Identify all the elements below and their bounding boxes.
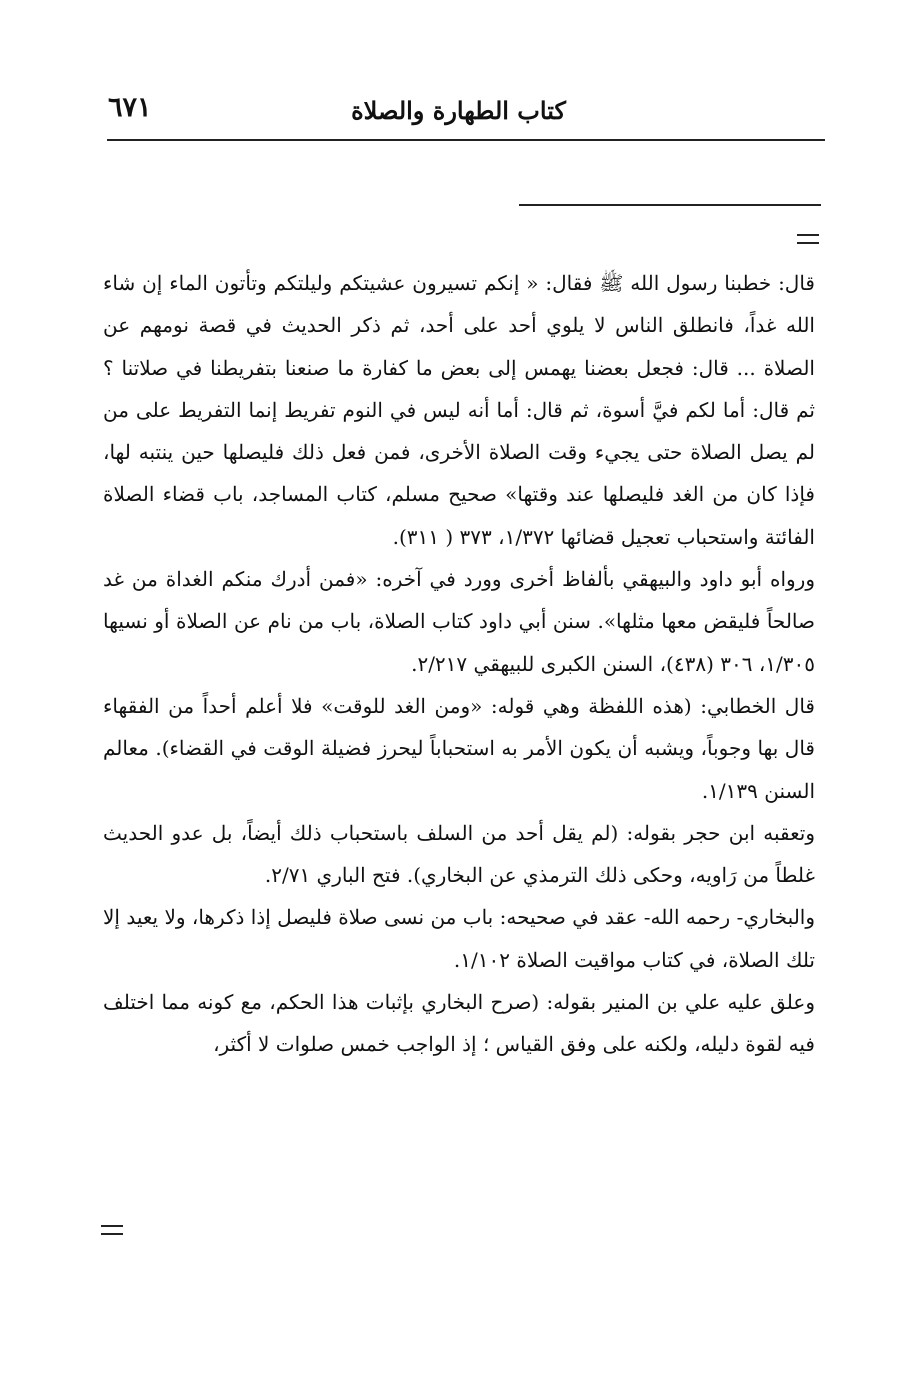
footnote-paragraph: قال: خطبنا رسول الله ﷺ فقال: « إنكم تسيرون عشيتكم وليلتكم وتأتون الماء إن شاء الله غداً، فانطلق الناس لا يلوي أحد على أحد، ثم ذكر الحديث في قصة نومهم عن الصلاة ... قال: فجعل بعضنا يهمس إلى بعض ما كفارة ما صنعنا بتفريطنا في صلاتنا ؟ ثم قال: أما لكم فيَّ أسوة، ثم قال: أما أنه ليس في النوم تفريط إنما التفريط على من لم يصل الصلاة حتى يجيء وقت الصلاة الأخرى، فمن فعل ذلك فليصلها حين ينتبه لها، فإذا كان من الغد فليصلها عند وقتها» صحيح مسلم، كتاب المساجد، باب قضاء الصلاة الفائتة واستحباب تعجيل قضائها ١/٣٧٢، ٣٧٣ ( ٣١١). (103, 271, 815, 549)
footnote-body (103, 262, 815, 1066)
footnote-paragraph: قال الخطابي: (هذه اللفظة وهي قوله: «ومن الغد للوقت» فلا أعلم أحداً من الفقهاء قال بها وجوباً، ويشبه أن يكون الأمر به استحباباً ليحرز فضيلة الوقت في القضاء). معالم السنن ١/١٣٩. (103, 693, 815, 803)
footnote-separator (519, 204, 821, 206)
running-title: كتاب الطهارة والصلاة (351, 96, 566, 125)
footnote-paragraph: والبخاري- رحمه الله- عقد في صحيحه: باب من نسى صلاة فليصل إذا ذكرها، ولا يعيد إلا تلك الصلاة، في كتاب مواقيت الصلاة ١/١٠٢. (103, 905, 815, 972)
continuation-mark-top (797, 234, 819, 244)
footnote-paragraph: وعلق عليه علي بن المنير بقوله: (صرح البخاري بإثبات هذا الحكم، مع كونه مما اختلف فيه لقوة دليله، ولكنه على وفق القياس ؛ إذ الواجب خمس صلوات لا أكثر، (103, 990, 815, 1057)
footnote-paragraph: وتعقبه ابن حجر بقوله: (لم يقل أحد من السلف باستحباب ذلك أيضاً، بل عدو الحديث غلطاً من رَاويه، وحكى ذلك الترمذي عن البخاري). فتح الباري ٢/٧١. (103, 820, 815, 888)
continuation-mark-bottom (101, 1225, 123, 1235)
header-rule (107, 139, 825, 141)
footnote-paragraph: ورواه أبو داود والبيهقي بألفاظ أخرى وورد في آخره: «فمن أدرك منكم الغداة من غد صالحاً فليقض معها مثلها». سنن أبي داود كتاب الصلاة، باب من نام عن الصلاة أو نسيها ١/٣٠٥، ٣٠٦ (٤٣٨)، السنن الكبرى للبيهقي ٢/٢١٧. (103, 567, 815, 676)
page-number: ٦٧١ (108, 92, 152, 123)
